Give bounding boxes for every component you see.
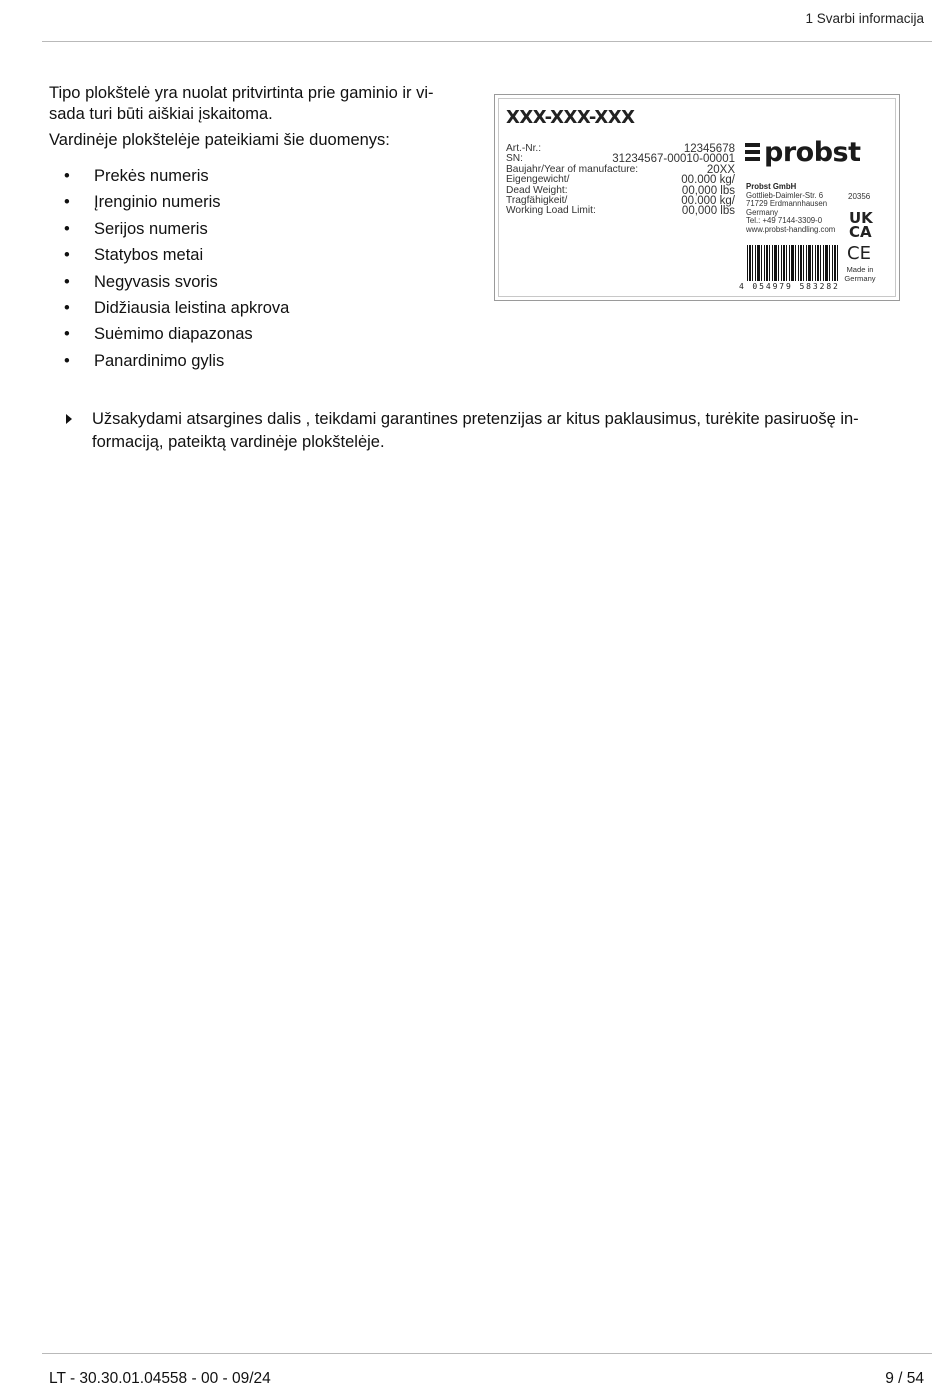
nameplate-row: SN: 31234567-00010-00001 bbox=[506, 153, 735, 166]
intro-line: sada turi būti aiškiai įskaitoma. bbox=[49, 105, 273, 123]
document-number: LT - 30.30.01.04558 - 00 - 09/24 bbox=[49, 1370, 271, 1387]
nameplate-data-list bbox=[49, 163, 469, 374]
barcode-number: 4 054979 583282 bbox=[739, 282, 840, 291]
intro-paragraph bbox=[49, 83, 469, 125]
list-item: • Prekės numeris bbox=[49, 163, 469, 189]
made-in-germany: Made in Germany bbox=[844, 265, 876, 283]
bullet: • bbox=[64, 193, 70, 212]
bullet: • bbox=[64, 298, 70, 317]
bullet: • bbox=[64, 219, 70, 238]
triangle-right-icon bbox=[66, 414, 72, 424]
nameplate-row: Eigengewicht/ 00.000 kg/ bbox=[506, 174, 735, 187]
nameplate-model: XXX-XXX-XXX bbox=[506, 107, 635, 128]
probst-logo-icon bbox=[745, 143, 760, 161]
page-footer bbox=[42, 1353, 932, 1387]
list-item: • Suėmimo diapazonas bbox=[49, 321, 469, 347]
intro-line: Tipo plokštelė yra nuolat pritvirtinta prie gaminio ir vi- bbox=[49, 84, 434, 102]
page-number: 9 / 54 bbox=[885, 1370, 924, 1387]
nameplate-row: Art.-Nr.: 12345678 bbox=[506, 143, 735, 155]
list-item: • Statybos metai bbox=[49, 242, 469, 268]
list-item: • Įrenginio numeris bbox=[49, 189, 469, 215]
list-item: • Negyvasis svoris bbox=[49, 269, 469, 295]
nameplate-row: Working Load Limit: 00,000 lbs bbox=[506, 205, 735, 218]
bullet: • bbox=[64, 167, 70, 185]
ce-mark-icon: CE bbox=[847, 243, 871, 264]
instruction-note bbox=[66, 408, 921, 454]
list-item: • Serijos numeris bbox=[49, 216, 469, 242]
intro-section bbox=[49, 83, 469, 374]
section-title: 1 Svarbi informacija bbox=[805, 11, 924, 26]
list-item: • Didžiausia leistina apkrova bbox=[49, 295, 469, 321]
nameplate-image bbox=[494, 94, 900, 301]
nameplate-row: Dead Weight: 00,000 lbs bbox=[506, 184, 735, 197]
bullet: • bbox=[64, 325, 70, 344]
data-intro-paragraph: Vardinėje plokštelėje pateikiami šie duomenys: bbox=[49, 131, 390, 149]
probst-logo bbox=[745, 137, 861, 167]
nameplate-row: Tragfähigkeit/ 00.000 kg/ bbox=[506, 194, 735, 207]
logo-text: probst bbox=[764, 136, 861, 168]
company-address: Probst GmbH Gottlieb-Daimler-Str. 6 71729 Erdmannhausen Germany Tel.: +49 7144-3309-0 www.probst-handling.com bbox=[746, 182, 836, 234]
nameplate-row: Baujahr/Year of manufacture: 20XX bbox=[506, 163, 735, 176]
nameplate-rows bbox=[506, 144, 735, 217]
nameplate-code: 20356 bbox=[848, 192, 871, 201]
bullet: • bbox=[64, 246, 70, 265]
ukca-mark-icon: UK CA bbox=[849, 209, 873, 241]
bullet: • bbox=[64, 351, 70, 370]
barcode-icon bbox=[747, 245, 839, 281]
bullet: • bbox=[64, 272, 70, 291]
page-header bbox=[42, 0, 932, 42]
list-item: • Panardinimo gylis bbox=[49, 348, 469, 374]
note-text: Užsakydami atsargines dalis , teikdami garantines pretenzijas ar kitus paklausimus, turėkite pasiruošę in- formaciją, pateiktą vardinėje plokštelėje. bbox=[92, 410, 859, 451]
